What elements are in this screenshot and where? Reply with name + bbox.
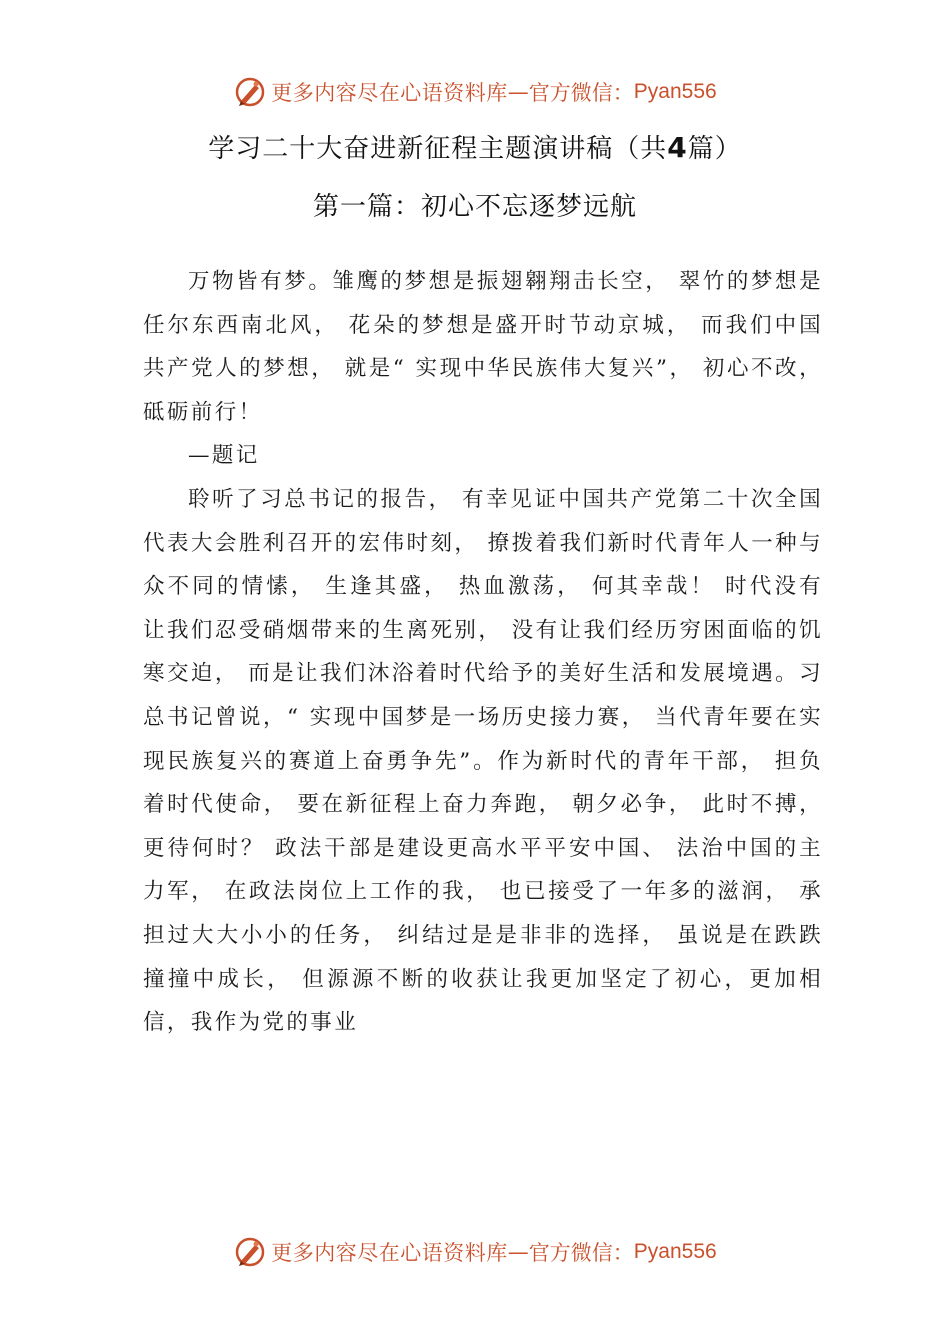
document-subtitle: 第一篇：初心不忘逐梦远航 <box>312 192 637 222</box>
title-count: 4 <box>667 131 688 164</box>
paragraph-epigraph-signature: —题记 <box>188 443 260 469</box>
watermark-site-text: 更多内容尽在心语资料库 <box>271 1241 508 1265</box>
document-body <box>143 260 823 1045</box>
watermark-wechat-label: 官方微信： <box>528 1241 634 1265</box>
watermark-site-text: 更多内容尽在心语资料库 <box>271 81 508 105</box>
document-title <box>0 128 950 165</box>
watermark-banner-bottom <box>0 1230 950 1274</box>
watermark-wechat-id: Pyan556 <box>633 1240 717 1263</box>
watermark-dash: — <box>507 80 529 104</box>
watermark-dash: — <box>507 1240 529 1264</box>
watermark-banner-top <box>0 70 950 114</box>
title-suffix: 篇） <box>687 134 742 164</box>
title-prefix: 学习二十大奋进新征程主题演讲稿（共 <box>208 134 668 164</box>
pen-logo-icon <box>233 75 267 109</box>
paragraph-epigraph: 万物皆有梦。雏鹰的梦想是振翅翱翔击长空， 翠竹的梦想是任尔东西南北风， 花朵的梦想是盛开时节动京城， 而我们中国共产党人的梦想， 就是“ 实现中华民族伟大复兴”， 初心不改，砥砺前行！ <box>143 269 823 425</box>
watermark-wechat-label: 官方微信： <box>528 81 634 105</box>
pen-logo-icon <box>233 1235 267 1269</box>
paragraph-main: 聆听了习总书记的报告， 有幸见证中国共产党第二十次全国代表大会胜利召开的宏伟时刻， 撩拨着我们新时代青年人一种与众不同的情愫， 生逢其盛， 热血激荡， 何其幸哉！ 时代没有让我们忍受硝烟带来的生离死别， 没有让我们经历穷困面临的饥寒交迫， 而是让我们沐浴着时代给予的美好生活和发展境遇。习总书记曾说，“ 实现中国梦是一场历史接力赛， 当代青年要在实现民族复兴的赛道上奋勇争先”。作为新时代的青年干部， 担负着时代使命， 要在新征程上奋力奔跑， 朝夕必争， 此时不搏， 更待何时？ 政法干部是建设更高水平平安中国、 法治中国的主力军， 在政法岗位上工作的我， 也已接受了一年多的滋润， 承担过大大小小的任务， 纠结过是是非非的选择， 虽说是在跌跌撞撞中成长， 但源源不断的收获让我更加坚定了初心，更加相信，我作为党的事业 <box>143 486 823 1036</box>
watermark-wechat-id: Pyan556 <box>633 80 717 103</box>
